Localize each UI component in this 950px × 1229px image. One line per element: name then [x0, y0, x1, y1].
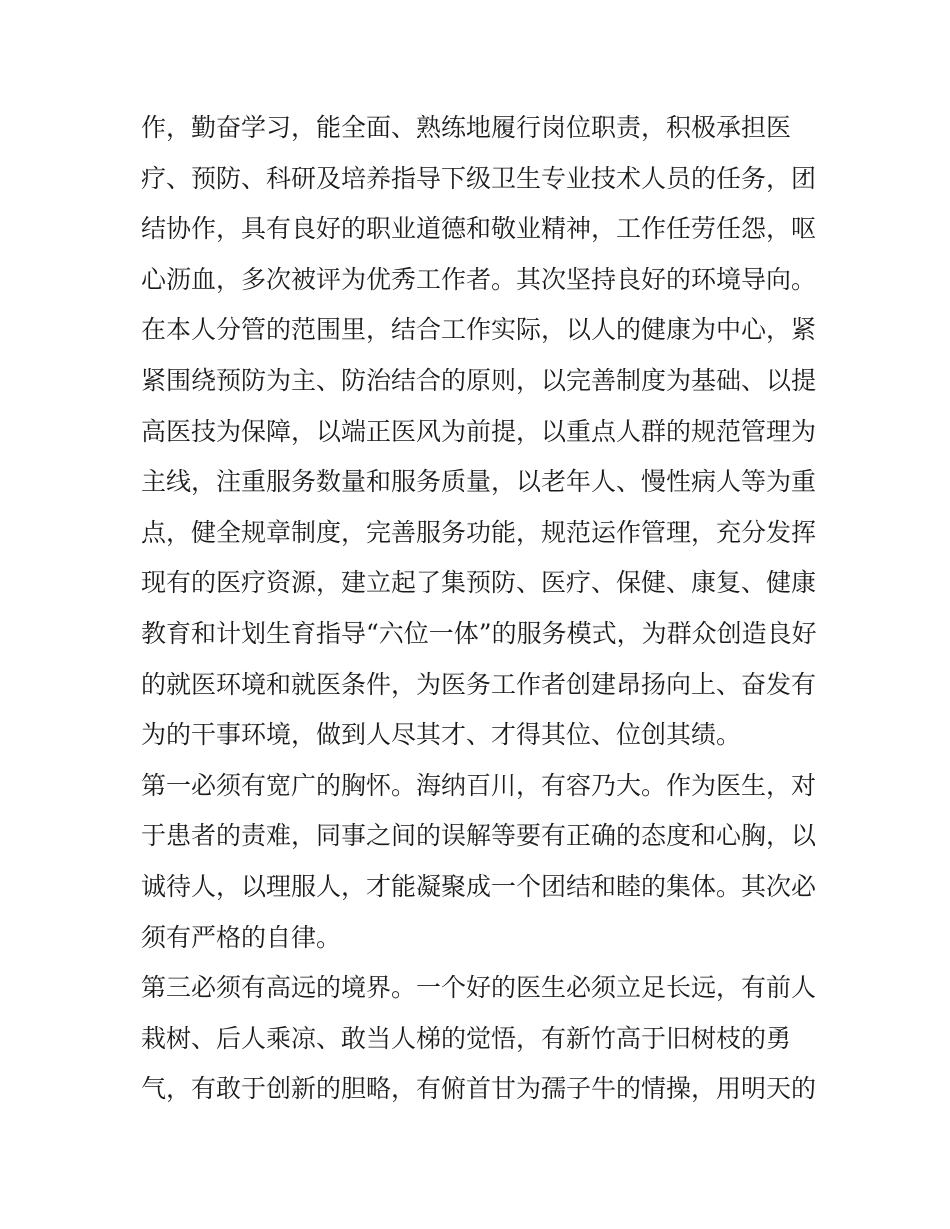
- text-line: 在本人分管的范围里，结合工作实际，以人的健康为中心，紧: [141, 315, 817, 345]
- text-line: 诚待人，以理服人，才能凝聚成一个团结和睦的集体。其次必: [141, 871, 817, 901]
- text-line: 疗、预防、科研及培养指导下级卫生专业技术人员的任务，团: [141, 163, 817, 193]
- text-line: 第三必须有高远的境界。一个好的医生必须立足长远，有前人: [141, 973, 817, 1003]
- text-line: 于患者的责难，同事之间的误解等要有正确的态度和心胸，以: [141, 821, 817, 851]
- text-line: 作，勤奋学习，能全面、熟练地履行岗位职责，积极承担医: [141, 113, 792, 142]
- text-line: 现有的医疗资源，建立起了集预防、医疗、保健、康复、健康: [141, 568, 817, 598]
- text-line: 为的干事环境，做到人尽其才、才得其位、位创其绩。: [141, 720, 742, 750]
- text-line: 主线，注重服务数量和服务质量，以老年人、慢性病人等为重: [141, 467, 817, 497]
- text-line: 点，健全规章制度，完善服务功能，规范运作管理，充分发挥: [141, 517, 817, 547]
- text-line: 结协作，具有良好的职业道德和敬业精神，工作任劳任怨，呕: [141, 214, 817, 244]
- text-line: 第一必须有宽广的胸怀。海纳百川，有容乃大。作为医生，对: [141, 770, 817, 800]
- text-line: 心沥血，多次被评为优秀工作者。其次坚持良好的环境导向。: [141, 264, 817, 294]
- text-line: 高医技为保障，以端正医风为前提，以重点人群的规范管理为: [141, 416, 817, 446]
- body-text: [141, 103, 821, 1115]
- text-line: 教育和计划生育指导“六位一体”的服务模式，为群众创造良好: [141, 618, 817, 648]
- text-line: 须有严格的自律。: [141, 922, 342, 952]
- text-line: 栽树、后人乘凉、敢当人梯的觉悟，有新竹高于旧树枝的勇: [141, 1023, 792, 1053]
- text-line: 气，有敢于创新的胆略，有俯首甘为孺子牛的情操，用明天的: [141, 1074, 817, 1104]
- text-line: 紧围绕预防为主、防治结合的原则，以完善制度为基础、以提: [141, 365, 817, 395]
- text-line: 的就医环境和就医条件，为医务工作者创建昂扬向上、奋发有: [141, 669, 817, 699]
